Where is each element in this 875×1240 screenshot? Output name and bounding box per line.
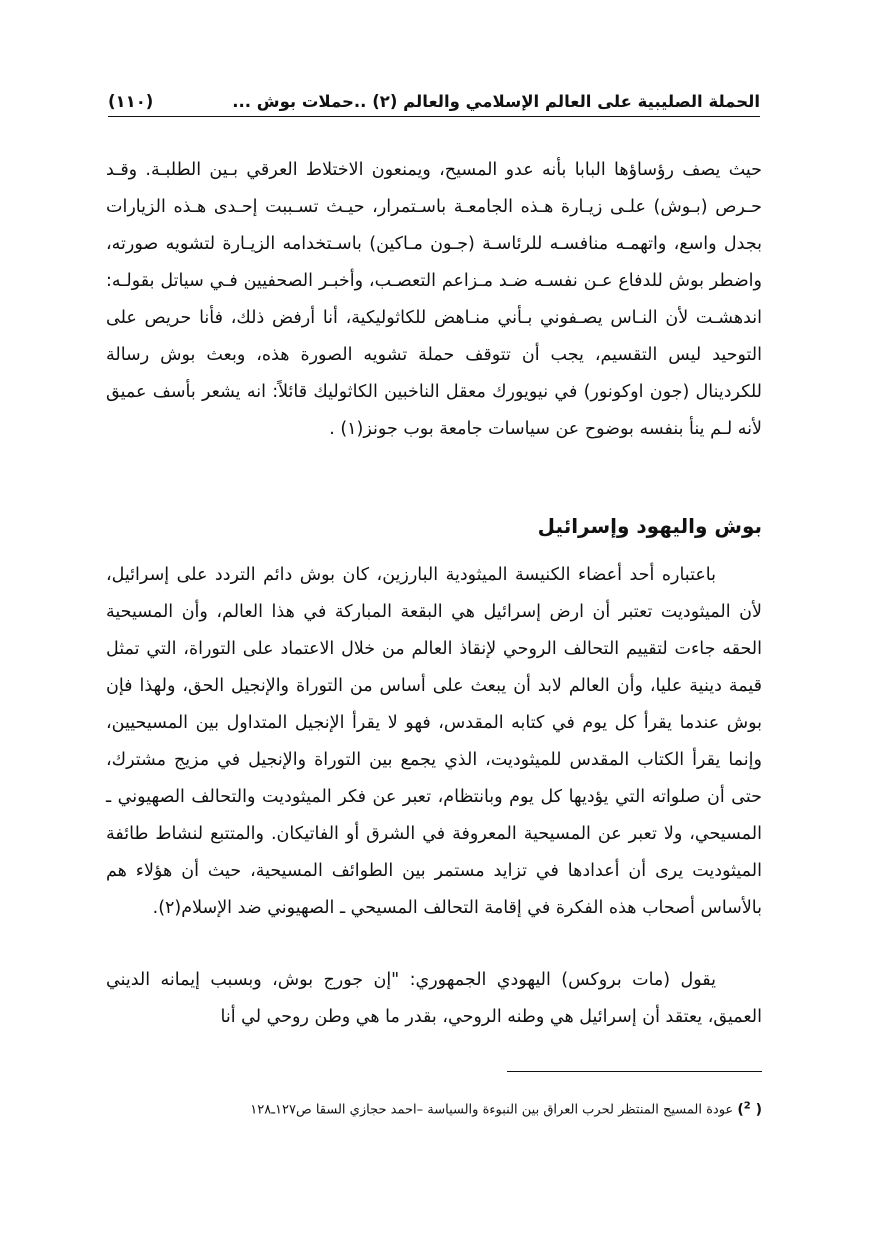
footnote-marker xyxy=(737,1102,762,1118)
paragraph-3: يقول (مات بروكس) اليهودي الجمهوري: "إن جورج بوش، وبسبب إيمانه الديني العميق، يعتقد أن إسرائيل هي وطنه الروحي، بقدر ما هي وطن روحي لي أنا xyxy=(106,970,762,1027)
paragraph-2: باعتباره أحد أعضاء الكنيسة الميثودية البارزين، كان بوش دائم التردد على إسرائيل، لأن الميثوديت تعتبر أن ارض إسرائيل هي البقعة المباركة في هذا العالم، وأن المسيحية الحقه جاءت لتقييم التحالف الروحي لإنقاذ العالم من خلال الاعتماد على التوراة، التي تمثل قيمة دينية عليا، وأن العالم لابد أن يبعث على أساس من التوراة والإنجيل الحق، ولهذا فإن بوش عندما يقرأ كل يوم في كتابه المقدس، فهو لا يقرأ الإنجيل المتداول بين المسيحيين، وإنما يقرأ الكتاب المقدس للميثوديت، الذي يجمع بين التوراة والإنجيل في مزيج مشترك، حتى أن صلواته التي يؤديها كل يوم وبانتظام، تعبر عن فكر الميثوديت والتحالف الصهيوني ـ المسيحي، ولا تعبر عن المسيحية المعروفة في الشرق أو الفاتيكان. والمتتبع لنشاط طائفة الميثوديت يرى أن أعدادها في تزايد مستمر بين الطوائف المسيحية، حيث أن هؤلاء هم بالأساس أصحاب هذه الفكرة في إقامة التحالف المسيحي ـ الصهيوني ضد الإسلام(٢). xyxy=(106,565,762,918)
paragraph-1: حيث يصف رؤساؤها البابا بأنه عدو المسيح، ويمنعون الاختلاط العرقي بـين الطلبـة. وقـد حـرص (بـوش) علـى زيـارة هـذه الجامعـة باسـتمرار، حيـث تسـببت إحـدى هـذه الزيارات بجدل واسع، واتهمـه منافسـه للرئاسـة (جـون مـاكين) باسـتخدامه الزيـارة لتشويه صورته، واضطر بوش للدفاع عـن نفسـه ضـد مـزاعم التعصـب، وأخبـر الصحفيين فـي سياتل بقولـه: اندهشـت لأن النـاس يصـفوني بـأني منـاهض للكاثوليكية، أنا أرفض ذلك، فأنا حريص على التوحيد ليس التقسيم، يجب أن تتوقف حملة تشويه الصورة هذه، وبعث بوش رسالة للكردينال (جون اوكونور) في نيويورك معقل الناخبين الكاثوليك قائلاً: انه يشعر بأسف عميق لأنه لـم ينأ بنفسه بوضوح عن سياسات جامعة بوب جونز(١) . xyxy=(106,160,762,439)
running-header xyxy=(108,88,760,114)
footnote-rule xyxy=(507,1071,762,1072)
footnote-marker-number: 2 xyxy=(743,1100,751,1111)
footnote-text: عودة المسيح المنتظر لحرب العراق بين النبوءة والسياسة –احمد حجازي السقا ص١٢٧ـ١٢٨ xyxy=(250,1102,734,1118)
footnote-marker-open: ( xyxy=(755,1101,762,1118)
footnote-marker-close: ) xyxy=(737,1101,744,1118)
footnote xyxy=(140,1100,762,1118)
page-number: (١١٠) xyxy=(108,91,154,111)
header-rule xyxy=(108,116,760,117)
header-title: الحملة الصليبية على العالم الإسلامي والعالم (٢) ..حملات بوش ... xyxy=(232,91,760,111)
section-heading: بوش واليهود وإسرائيل xyxy=(537,514,762,538)
